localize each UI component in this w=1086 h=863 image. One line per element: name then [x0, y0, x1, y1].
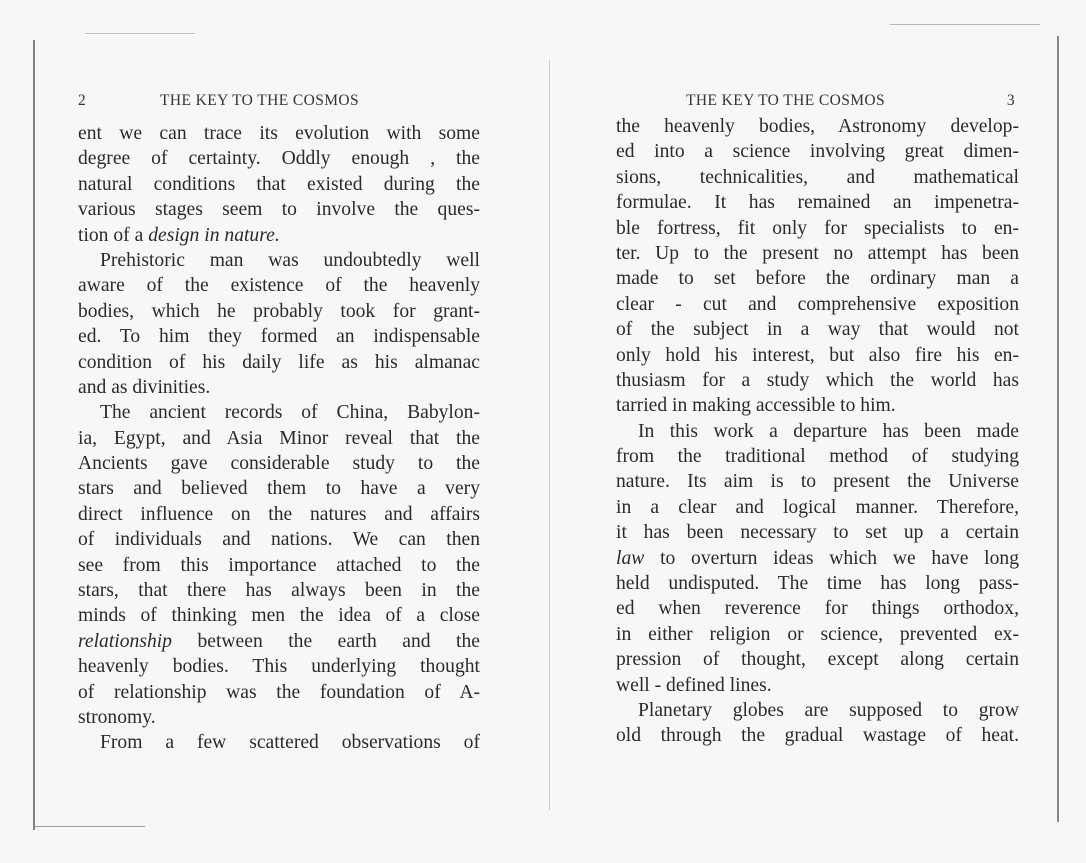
text-fragment: between the earth and the: [171, 630, 480, 652]
text-line: ia, Egypt, and Asia Minor reveal that the: [78, 427, 480, 449]
left-page-top-edge: [85, 33, 195, 34]
page-number: 2: [78, 92, 87, 109]
text-line: from the traditional method of studying: [616, 446, 1019, 468]
text-line: old through the gradual wastage of heat.: [616, 725, 1019, 747]
left-page-bottom-edge: [35, 826, 145, 827]
text-line: degree of certainty. Oddly enough , the: [78, 148, 480, 170]
text-line: various stages seem to involve the ques-: [78, 199, 480, 221]
text-line: stars and believed them to have a very: [78, 478, 480, 500]
text-line: stars, that there has always been in the: [78, 580, 480, 602]
text-line: ed when reverence for things orthodox,: [616, 598, 1019, 620]
right-page-top-edge: [890, 24, 1040, 25]
text-line: [78, 223, 480, 248]
text-line: stronomy.: [78, 706, 156, 728]
text-line: clear - cut and comprehensive exposition: [616, 293, 1019, 315]
text-line: [78, 629, 480, 654]
text-line: ble fortress, fit only for specialists to en-: [616, 217, 1019, 239]
text-line: nature. Its aim is to present the Universe: [616, 471, 1019, 493]
text-line: of relationship was the foundation of A-: [78, 681, 480, 703]
text-line: [616, 546, 1019, 571]
text-line: of the subject in a way that would not: [616, 319, 1019, 341]
text-line: direct influence on the natures and affairs: [78, 503, 480, 525]
text-line: sions, technicalities, and mathematical: [616, 166, 1019, 188]
text-line: and as divinities.: [78, 376, 211, 398]
running-head: THE KEY TO THE COSMOS: [686, 92, 886, 109]
right-page-edge: [1057, 36, 1059, 822]
left-page-body: [78, 121, 480, 756]
paragraph-start-line: From a few scattered observations of: [100, 732, 480, 754]
left-page-edge: [33, 40, 35, 830]
text-line: the heavenly bodies, Astronomy develop-: [616, 116, 1019, 137]
text-line: natural conditions that existed during the: [78, 173, 480, 195]
text-line: thusiasm for a study which the world has: [616, 369, 1019, 391]
paragraph-start-line: Prehistoric man was undoubtedly well: [100, 249, 480, 271]
text-line: ter. Up to the present no attempt has been: [616, 242, 1019, 264]
text-line: in either religion or science, prevented ex-: [616, 623, 1019, 645]
italic-phrase: design in nature.: [148, 224, 280, 246]
text-line: of individuals and nations. We can then: [78, 529, 480, 551]
text-line: ed. To him they formed an indispensable: [78, 326, 480, 348]
text-line: tarried in making accessible to him.: [616, 395, 896, 417]
text-line: made to set before the ordinary man a: [616, 268, 1019, 290]
text-fragment: tion of a: [78, 224, 149, 246]
text-line: formulae. It has remained an impenetra-: [616, 192, 1019, 214]
text-line: see from this importance attached to the: [78, 554, 480, 576]
text-line: in a clear and logical manner. Therefore,: [616, 496, 1019, 518]
paragraph-start-line: In this work a departure has been made: [638, 420, 1019, 442]
text-line: well - defined lines.: [616, 674, 772, 696]
book-gutter: [549, 60, 550, 810]
text-fragment: to overturn ideas which we have long: [644, 547, 1019, 569]
paragraph-start-line: Planetary globes are supposed to grow: [638, 699, 1019, 721]
text-line: ed into a science involving great dimen-: [616, 141, 1019, 163]
text-line: it has been necessary to set up a certain: [616, 522, 1019, 544]
text-line: only hold his interest, but also fire his en-: [616, 344, 1019, 366]
text-line: ent we can trace its evolution with some: [78, 123, 480, 144]
text-line: held undisputed. The time has long pass-: [616, 573, 1019, 595]
running-head: THE KEY TO THE COSMOS: [160, 92, 360, 109]
text-line: Ancients gave considerable study to the: [78, 453, 480, 475]
text-line: bodies, which he probably took for grant-: [78, 300, 480, 322]
text-line: aware of the existence of the heavenly: [78, 275, 480, 297]
text-line: minds of thinking men the idea of a close: [78, 605, 480, 627]
page-number: 3: [1006, 92, 1015, 109]
text-line: pression of thought, except along certain: [616, 649, 1019, 671]
right-page-body: [616, 114, 1019, 749]
text-line: condition of his daily life as his almanac: [78, 351, 480, 373]
text-line: heavenly bodies. This underlying thought: [78, 656, 480, 678]
italic-phrase: relationship: [78, 630, 172, 652]
paragraph-start-line: The ancient records of China, Babylon-: [100, 402, 480, 424]
italic-phrase: law: [616, 547, 645, 569]
